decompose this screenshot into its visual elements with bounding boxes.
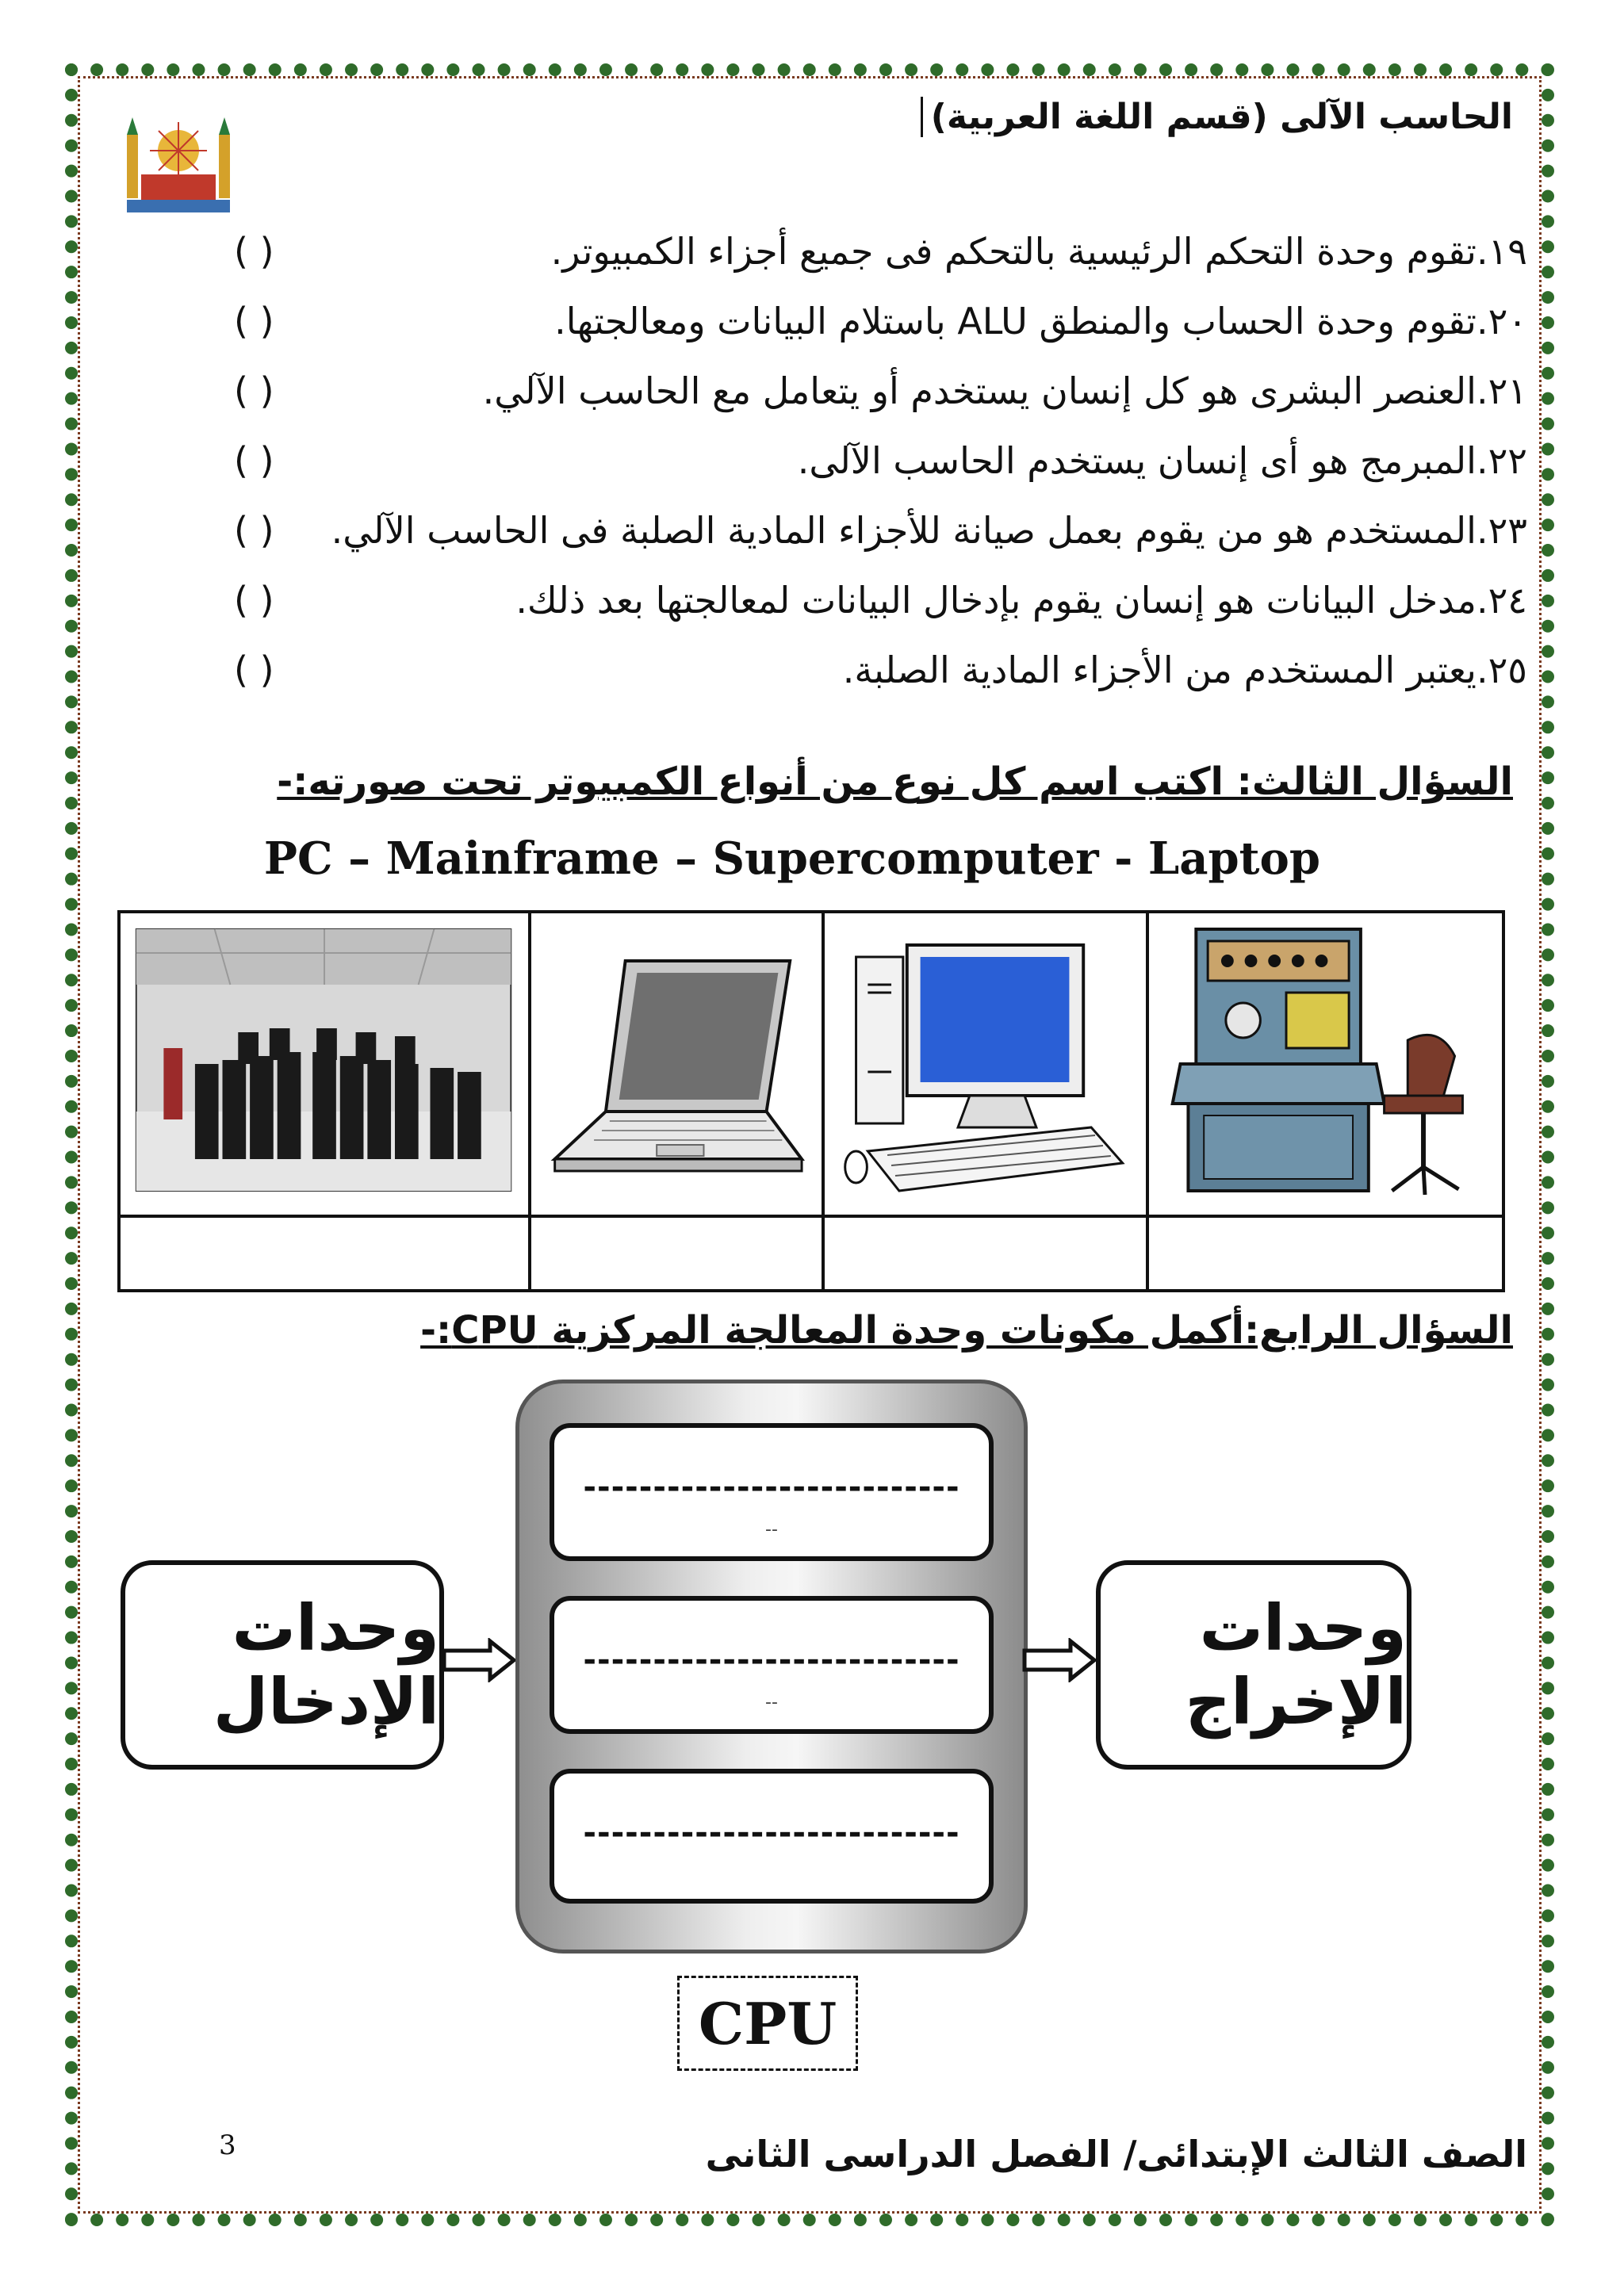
question-text: ٢١.العنصر البشرى هو كل إنسان يستخدم أو يتعامل مع الحاسب الآلي. [482,369,1527,412]
output-units-box: وحدات الإخراج [1096,1560,1411,1770]
arrow-right-icon [441,1638,517,1682]
blank-line: --------------------------- [583,1469,960,1506]
answer-blank[interactable]: ( ) [234,369,274,412]
mainframe-console-image [1149,913,1502,1215]
picture-cell [119,912,530,1216]
list-item [0,649,1624,712]
blank-line: --------------------------- [583,1815,960,1851]
word-bank: PC – Mainframe – Supercomputer - Laptop [263,832,1321,885]
page-number: 3 [219,2130,236,2161]
answer-cell[interactable] [530,1216,823,1291]
answer-blank[interactable]: ( ) [234,230,274,273]
answer-blank[interactable]: ( ) [234,439,274,482]
picture-cell [530,912,823,1216]
question3-heading: السؤال الثالث: اكتب اسم كل نوع من أنواع الكمبيوتر تحت صورته:- [277,760,1513,804]
answer-blank[interactable]: ( ) [234,649,274,691]
question-text: ٢٣.المستخدم هو من يقوم بعمل صيانة للأجزاء المادية الصلبة فى الحاسب الآلي. [331,509,1527,552]
question-text: ٢٥.يعتبر المستخدم من الأجزاء المادية الصلبة. [842,649,1527,691]
cpu-component-slot[interactable] [550,1423,994,1561]
answer-blank[interactable]: ( ) [234,579,274,622]
page-header-title: الحاسب الآلى (قسم اللغة العربية) [921,97,1513,137]
answer-cell[interactable] [1147,1216,1503,1291]
arrow-right-icon [1021,1638,1097,1682]
blank-line-mark: -- [765,1693,778,1712]
page-footer: الصف الثالث الإبتدائى/ الفصل الدراسى الثانى [705,2133,1527,2175]
blank-line-mark: -- [765,1520,778,1540]
picture-cell [823,912,1147,1216]
blank-line: --------------------------- [583,1642,960,1678]
answer-blank[interactable]: ( ) [234,300,274,342]
cpu-panel [515,1380,1028,1954]
desktop-pc-image [825,913,1146,1215]
supercomputer-image [121,913,528,1215]
list-item [0,369,1624,433]
school-logo [119,111,238,216]
cpu-component-slot[interactable] [550,1596,994,1734]
question-text: ٢٢.المبرمج هو أى إنسان يستخدم الحاسب الآلى. [797,439,1527,482]
question4-heading: السؤال الرابع:أكمل مكونات وحدة المعالجة المركزية CPU:- [420,1308,1513,1353]
question-text: ١٩.تقوم وحدة التحكم الرئيسية بالتحكم فى جميع أجزاء الكمبيوتر. [550,230,1527,273]
list-item [0,509,1624,572]
cpu-label: CPU [677,1976,858,2071]
list-item [0,230,1624,293]
question-text: ٢٤.مدخل البيانات هو إنسان يقوم بإدخال البيانات لمعالجتها بعد ذلك. [515,579,1527,622]
list-item [0,300,1624,363]
cpu-component-slot[interactable] [550,1769,994,1904]
computer-types-table [117,910,1505,1292]
picture-cell [1147,912,1503,1216]
answer-cell[interactable] [823,1216,1147,1291]
list-item [0,579,1624,642]
answer-blank[interactable]: ( ) [234,509,274,552]
list-item [0,439,1624,503]
laptop-image [531,913,822,1215]
answer-cell[interactable] [119,1216,530,1291]
question-text: ٢٠.تقوم وحدة الحساب والمنطق ALU باستلام البيانات ومعالجتها. [554,300,1527,342]
input-units-box: وحدات الإدخال [121,1560,444,1770]
